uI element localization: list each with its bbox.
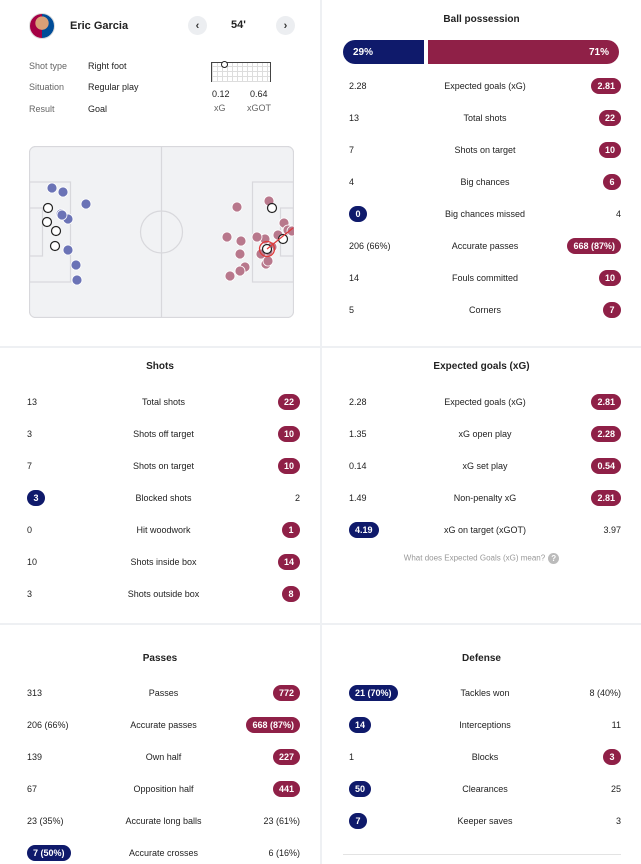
- match-stat-row: [349, 173, 621, 191]
- player-avatar[interactable]: [29, 13, 55, 39]
- home-shot-marker[interactable]: [63, 245, 73, 255]
- situation-label: Situation: [29, 82, 65, 92]
- away-shot-marker[interactable]: [225, 271, 235, 281]
- pass-stat-away-value: 227: [273, 749, 300, 765]
- shot-stat-away-cell: [282, 585, 300, 603]
- defense-stat-away-cell: [589, 684, 621, 702]
- shot-stat-stat-name: Blocked shots: [135, 493, 192, 503]
- shot-stat-away-cell: [282, 521, 300, 539]
- match-stat-away-value: 10: [599, 142, 621, 158]
- shot-stat-stat-name: Total shots: [141, 397, 186, 407]
- match-stat-row: [349, 77, 621, 95]
- match-stat-stat-name: Fouls committed: [451, 273, 519, 283]
- shot-stat-away-value: 2: [294, 493, 300, 503]
- situation-value: Regular play: [88, 82, 139, 92]
- shot-stat-row: [27, 489, 300, 507]
- home-goal-shot-marker[interactable]: [44, 204, 53, 213]
- home-shot-marker[interactable]: [71, 260, 81, 270]
- possession-away-value: 71%: [588, 46, 609, 58]
- shot-stat-row: [27, 457, 300, 475]
- passes-title: Passes: [142, 653, 178, 664]
- previous-shot-button[interactable]: [188, 16, 207, 35]
- shot-stat-away-value: 14: [278, 554, 300, 570]
- defense-stat-away-cell: [611, 780, 621, 798]
- away-shot-marker[interactable]: [236, 236, 246, 246]
- shot-stat-home-value: 3: [27, 589, 33, 599]
- pass-stat-row: [27, 748, 300, 766]
- defense-stat-stat-name: Tackles won: [460, 688, 510, 698]
- question-icon: ?: [548, 553, 559, 564]
- xg-stat-stat-name: Expected goals (xG): [444, 397, 526, 407]
- shot-stat-row: [27, 521, 300, 539]
- xg-stat-stat-name: xG open play: [458, 429, 512, 439]
- match-stats-card: [322, 0, 641, 346]
- defense-stat-away-value: 3: [615, 816, 621, 826]
- pass-stat-away-cell: [273, 684, 300, 702]
- defense-stat-stat-name: Keeper saves: [457, 816, 513, 826]
- home-goal-shot-marker[interactable]: [52, 227, 61, 236]
- xg-stat-home-value: 1.49: [349, 493, 367, 503]
- goal-frame-diagram: [211, 62, 271, 82]
- shot-minute: 54': [231, 19, 246, 31]
- match-stat-away-cell: [599, 141, 621, 159]
- defense-stat-home-value: 14: [349, 717, 371, 733]
- match-stat-away-value: 22: [599, 110, 621, 126]
- match-stat-home-value: 0: [349, 206, 367, 222]
- match-stat-stat-name: Expected goals (xG): [444, 81, 526, 91]
- shot-stat-row: [27, 553, 300, 571]
- passes-list: [27, 625, 300, 864]
- match-stats-list: [349, 0, 621, 346]
- home-shot-marker[interactable]: [72, 275, 82, 285]
- match-stat-away-cell: [591, 77, 621, 95]
- pass-stat-away-cell: [268, 844, 300, 862]
- match-stat-away-cell: [567, 237, 621, 255]
- xg-stat-stat-name: xG on target (xGOT): [443, 525, 527, 535]
- xg-stat-row: [349, 521, 621, 539]
- xg-stat-home-value: 4.19: [349, 522, 379, 538]
- match-stat-away-value: 10: [599, 270, 621, 286]
- xg-stat-stat-name: xG set play: [462, 461, 508, 471]
- pass-stat-home-value: 7 (50%): [27, 845, 71, 861]
- match-stat-stat-name: Big chances: [460, 177, 510, 187]
- xg-stat-home-value: 0.14: [349, 461, 367, 471]
- match-stat-stat-name: Total shots: [463, 113, 507, 123]
- chevron-right-icon: ›: [283, 19, 288, 32]
- shot-stat-home-value: 7: [27, 461, 33, 471]
- pass-stat-away-value: 441: [273, 781, 300, 797]
- defense-stat-row: [349, 748, 621, 766]
- pass-stat-stat-name: Accurate passes: [130, 720, 197, 730]
- defense-stat-row: [349, 684, 621, 702]
- match-stat-away-value: 4: [615, 209, 621, 219]
- shot-stat-row: [27, 425, 300, 443]
- pass-stat-stat-name: Accurate long balls: [125, 816, 202, 826]
- defense-stat-away-value: 3: [603, 749, 621, 765]
- match-stat-stat-name: Shots on target: [454, 145, 516, 155]
- divider: [343, 854, 621, 855]
- shot-stat-away-cell: [278, 425, 300, 443]
- pass-stat-away-value: 23 (61%): [263, 816, 300, 826]
- expected-goals-card: [322, 348, 641, 623]
- defense-stat-away-value: 25: [610, 784, 621, 794]
- pass-stat-stat-name: Own half: [145, 752, 182, 762]
- pass-stat-row: [27, 844, 300, 862]
- defense-stat-home-value: 21 (70%): [349, 685, 398, 701]
- match-stat-home-value: 206 (66%): [349, 241, 391, 251]
- defense-stat-stat-name: Interceptions: [459, 720, 511, 730]
- match-stat-away-cell: [603, 301, 621, 319]
- defense-list: [349, 625, 621, 864]
- shot-placement-ball-icon: [221, 61, 228, 68]
- shot-stat-stat-name: Shots inside box: [130, 557, 197, 567]
- shot-map-pitch: [29, 146, 294, 318]
- shot-stat-row: [27, 585, 300, 603]
- defense-stat-home-value: 1: [349, 752, 355, 762]
- result-label: Result: [29, 104, 55, 114]
- defense-stat-away-value: 11: [611, 720, 621, 730]
- xg-stat-row: [349, 457, 621, 475]
- shot-stat-stat-name: Hit woodwork: [136, 525, 191, 535]
- xg-value: 0.12: [212, 89, 230, 99]
- match-stat-away-value: 7: [603, 302, 621, 318]
- shot-stat-home-value: 0: [27, 525, 33, 535]
- pass-stat-stat-name: Accurate crosses: [128, 848, 199, 858]
- xg-stat-away-value: 3.97: [603, 525, 621, 535]
- xg-stat-away-cell: [591, 425, 621, 443]
- match-stat-row: [349, 301, 621, 319]
- possession-home-value: 29%: [353, 46, 374, 58]
- xg-stat-away-cell: [591, 457, 621, 475]
- away-shot-marker[interactable]: [252, 232, 262, 242]
- match-stat-away-value: 2.81: [591, 78, 621, 94]
- match-stat-home-value: 13: [349, 113, 360, 123]
- defense-stat-home-value: 50: [349, 781, 371, 797]
- shot-map-card: [0, 0, 320, 346]
- pass-stat-row: [27, 812, 300, 830]
- defense-card: [322, 625, 641, 864]
- shot-stat-home-value: 13: [27, 397, 38, 407]
- shot-stat-home-value: 10: [27, 557, 38, 567]
- pass-stat-stat-name: Opposition half: [133, 784, 194, 794]
- away-shot-marker[interactable]: [263, 256, 273, 266]
- pass-stat-away-cell: [273, 748, 300, 766]
- pass-stat-stat-name: Passes: [148, 688, 179, 698]
- xg-stat-away-cell: [591, 393, 621, 411]
- home-shot-marker[interactable]: [58, 187, 68, 197]
- defense-stat-away-cell: [612, 716, 621, 734]
- shots-title: Shots: [146, 361, 174, 372]
- pass-stat-row: [27, 684, 300, 702]
- xg-stat-home-value: 2.28: [349, 397, 367, 407]
- match-stat-row: [349, 237, 621, 255]
- away-shot-marker[interactable]: [222, 232, 232, 242]
- defense-stat-away-value: 8 (40%): [589, 688, 621, 698]
- match-stat-away-cell: [599, 109, 621, 127]
- defense-stat-row: [349, 812, 621, 830]
- result-value: Goal: [88, 104, 108, 114]
- defense-stat-home-value: 7: [349, 813, 367, 829]
- match-stat-row: [349, 205, 621, 223]
- pass-stat-home-value: 139: [27, 752, 43, 762]
- xg-stat-away-cell: [603, 521, 621, 539]
- shot-stat-home-value: 3: [27, 490, 45, 506]
- shot-stat-away-cell: [295, 489, 300, 507]
- pass-stat-away-cell: [246, 716, 300, 734]
- match-stat-row: [349, 109, 621, 127]
- xg-stat-row: [349, 393, 621, 411]
- match-stat-home-value: 14: [349, 273, 360, 283]
- shot-stat-away-cell: [278, 393, 300, 411]
- defense-stat-stat-name: Blocks: [471, 752, 499, 762]
- pass-stat-row: [27, 780, 300, 798]
- defense-title: Defense: [462, 653, 501, 664]
- xg-stat-away-value: 2.81: [591, 490, 621, 506]
- home-shot-marker[interactable]: [57, 210, 67, 220]
- match-stat-stat-name: Big chances missed: [444, 209, 526, 219]
- xg-stat-away-value: 0.54: [591, 458, 621, 474]
- xg-stat-away-value: 2.28: [591, 426, 621, 442]
- shot-stat-stat-name: Shots outside box: [127, 589, 200, 599]
- away-shot-marker[interactable]: [235, 266, 245, 276]
- match-stat-home-value: 2.28: [349, 81, 367, 91]
- chevron-left-icon: ‹: [195, 19, 200, 32]
- xgot-label: xGOT: [247, 103, 271, 113]
- defense-stat-away-cell: [603, 748, 621, 766]
- shot-stat-away-value: 8: [282, 586, 300, 602]
- match-stat-home-value: 5: [349, 305, 355, 315]
- pass-stat-home-value: 23 (35%): [27, 816, 64, 826]
- match-stat-away-value: 6: [603, 174, 621, 190]
- match-stat-home-value: 7: [349, 145, 355, 155]
- passes-card: [0, 625, 320, 864]
- shots-card: [0, 348, 320, 623]
- away-shot-marker[interactable]: [232, 202, 242, 212]
- pass-stat-home-value: 67: [27, 784, 38, 794]
- away-goal-shot-marker[interactable]: [268, 204, 277, 213]
- shots-list: [27, 348, 300, 623]
- match-stat-away-cell: [599, 269, 621, 287]
- shot-stat-row: [27, 393, 300, 411]
- expected-goals-list: [349, 348, 621, 623]
- defense-stat-stat-name: Clearances: [462, 784, 508, 794]
- possession-title: Ball possession: [443, 14, 520, 25]
- shot-stat-stat-name: Shots off target: [133, 429, 194, 439]
- pass-stat-away-cell: [273, 780, 300, 798]
- shot-stat-home-value: 3: [27, 429, 33, 439]
- home-shot-marker[interactable]: [81, 199, 91, 209]
- pass-stat-home-value: 206 (66%): [27, 720, 69, 730]
- shot-stat-away-value: 10: [278, 458, 300, 474]
- shot-type-value: Right foot: [88, 61, 127, 71]
- home-goal-shot-marker[interactable]: [43, 218, 52, 227]
- xg-stat-away-cell: [591, 489, 621, 507]
- pass-stat-away-cell: [263, 812, 300, 830]
- match-stat-away-cell: [603, 173, 621, 191]
- shot-stat-away-cell: [278, 457, 300, 475]
- xg-stat-away-value: 2.81: [591, 394, 621, 410]
- match-stat-away-cell: [616, 205, 621, 223]
- match-stat-stat-name: Accurate passes: [451, 241, 519, 251]
- xg-label: xG: [214, 103, 226, 113]
- next-shot-button[interactable]: [276, 16, 295, 35]
- pass-stat-away-value: 772: [273, 685, 300, 701]
- defense-stat-row: [349, 716, 621, 734]
- match-stat-away-value: 668 (87%): [567, 238, 621, 254]
- match-stat-row: [349, 141, 621, 159]
- match-stat-stat-name: Corners: [468, 305, 501, 315]
- shot-stat-away-value: 22: [278, 394, 300, 410]
- away-shot-marker[interactable]: [287, 226, 294, 236]
- xg-stat-row: [349, 489, 621, 507]
- xg-explanation-link[interactable]: [322, 553, 641, 564]
- xg-stat-row: [349, 425, 621, 443]
- home-shot-marker[interactable]: [47, 183, 57, 193]
- shot-stat-away-cell: [278, 553, 300, 571]
- xg-stat-home-value: 1.35: [349, 429, 367, 439]
- xgot-value: 0.64: [250, 89, 268, 99]
- shot-stat-away-value: 10: [278, 426, 300, 442]
- pass-stat-away-value: 6 (16%): [268, 848, 300, 858]
- defense-stat-row: [349, 780, 621, 798]
- xg-explanation-text: What does Expected Goals (xG) mean?: [403, 553, 546, 563]
- player-name[interactable]: Eric Garcia: [70, 20, 129, 32]
- shot-type-label: Shot type: [29, 61, 68, 71]
- match-stat-home-value: 4: [349, 177, 355, 187]
- shot-stat-away-value: 1: [282, 522, 300, 538]
- away-shot-marker[interactable]: [235, 249, 245, 259]
- shot-stat-stat-name: Shots on target: [132, 461, 195, 471]
- xg-stat-stat-name: Non-penalty xG: [453, 493, 517, 503]
- home-goal-shot-marker[interactable]: [51, 242, 60, 251]
- pass-stat-away-value: 668 (87%): [246, 717, 300, 733]
- pass-stat-home-value: 313: [27, 688, 43, 698]
- pass-stat-row: [27, 716, 300, 734]
- defense-stat-away-cell: [616, 812, 621, 830]
- match-stat-row: [349, 269, 621, 287]
- expected-goals-title: Expected goals (xG): [433, 361, 530, 372]
